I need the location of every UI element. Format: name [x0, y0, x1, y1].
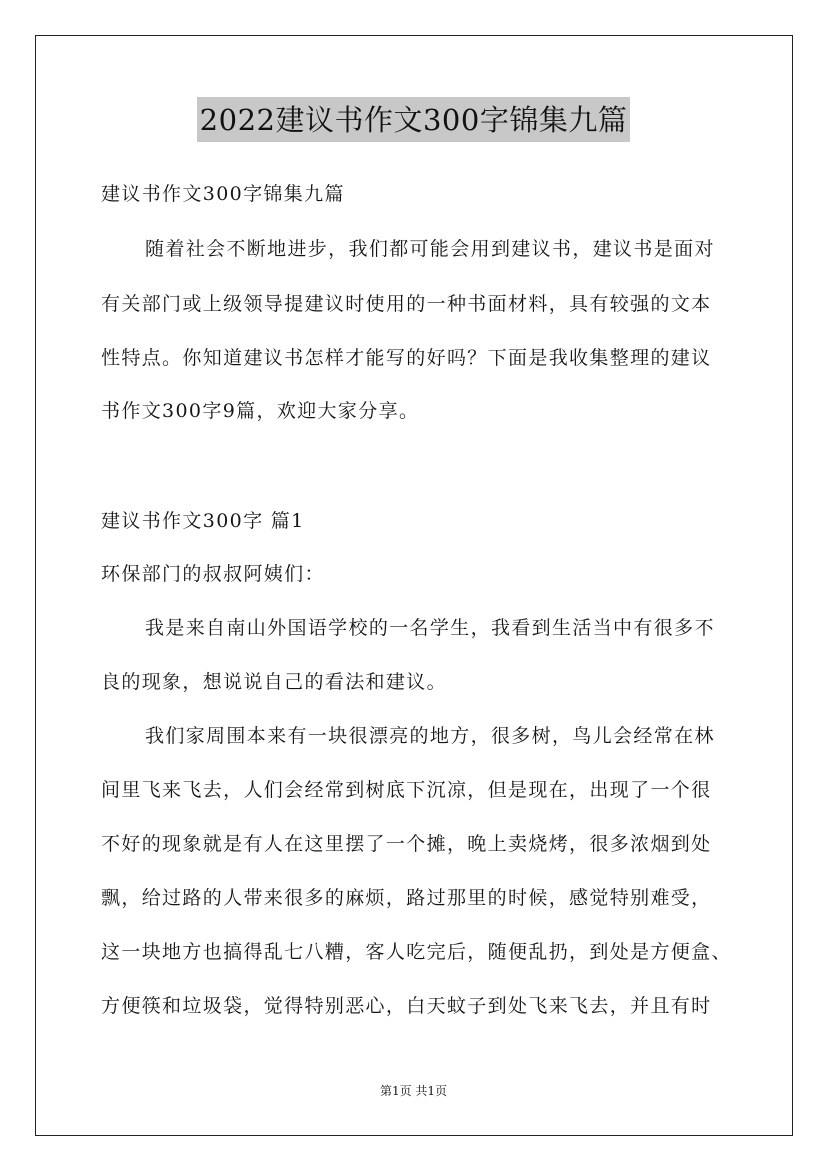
intro-line-1: 随着社会不断地进步，我们都可能会用到建议书，建议书是面对 [145, 238, 715, 260]
body-line-7: 这一块地方也搞得乱七八糟，客人吃完后，随便乱扔，到处是方便盒、 [101, 941, 732, 963]
intro-line-4: 书作文300字9篇，欢迎大家分享。 [101, 400, 420, 422]
page-footer: 第1页 共1页 [379, 1084, 448, 1098]
salutation: 环保部门的叔叔阿姨们： [101, 563, 325, 585]
body-line-8: 方便筷和垃圾袋，觉得特别恶心，白天蚊子到处飞来飞去，并且有时 [101, 995, 712, 1017]
section-heading: 建议书作文300字 篇1 [101, 510, 305, 532]
body-line-1: 我是来自南山外国语学校的一名学生，我看到生活当中有很多不 [145, 617, 715, 639]
intro-line-2: 有关部门或上级领导提建议时使用的一种书面材料，具有较强的文本 [101, 293, 712, 315]
intro-line-3: 性特点。你知道建议书怎样才能写的好吗？下面是我收集整理的建议 [101, 347, 712, 369]
body-line-3: 我们家周围本来有一块很漂亮的地方，很多树，鸟儿会经常在林 [145, 725, 715, 747]
title-container [0, 97, 827, 142]
body-line-6: 飘，给过路的人带来很多的麻烦，路过那里的时候，感觉特别难受， [101, 887, 712, 909]
body-line-2: 良的现象，想说说自己的看法和建议。 [101, 671, 447, 693]
body-line-5: 不好的现象就是有人在这里摆了一个摊，晚上卖烧烤，很多浓烟到处 [101, 833, 712, 855]
document-title: 2022建议书作文300字锦集九篇 [197, 97, 631, 142]
body-line-4: 间里飞来飞去，人们会经常到树底下沉凉，但是现在，出现了一个很 [101, 779, 712, 801]
document-subtitle: 建议书作文300字锦集九篇 [101, 183, 345, 205]
